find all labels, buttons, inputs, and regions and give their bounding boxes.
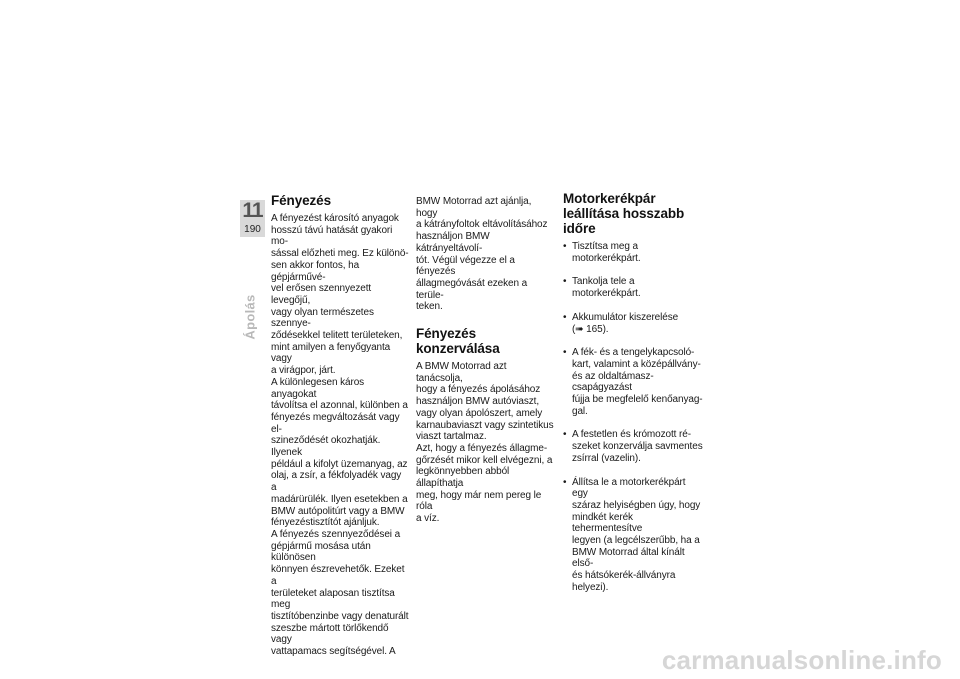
storage-steps-list [563,241,703,594]
column-1 [271,193,409,658]
text-line: szineződését okozhatják. Ilyenek [271,435,381,459]
list-item [563,347,703,417]
text-line: (➠ 165). [572,323,609,335]
text-line: karnaubaviaszt vagy szintetikus [416,419,554,431]
paragraph-katrany [416,196,554,313]
text-line: viaszt tartalmaz. [416,431,487,443]
column-3 [563,191,703,606]
text-line: a kátrányfoltok eltávolításához [416,219,548,231]
text-line: fényezéstisztítót ajánljuk. [271,517,380,529]
text-line: vattapamacs segítségével. A [271,646,396,658]
text-line: használjon BMW autóviaszt, [416,396,540,408]
text-line: olaj, a zsír, a fékfolyadék vagy a [271,470,402,494]
text-line: Azt, hogy a fényezés állagme- [416,442,548,454]
text-line: fújja be megfelelő kenőanyag- [572,394,703,406]
text-line: és az oldaltámasz-csapágyazást [572,370,654,394]
section-side-label: Ápolás [242,294,258,340]
chapter-number: 11 [242,199,263,222]
page-number: 190 [244,224,261,235]
text-line: BMW Motorrad által kínált első- [572,546,685,570]
list-item [563,276,703,299]
text-line: vagy olyan ápolószert, amely [416,407,543,419]
text-line: távolítsa el azonnal, különben a [271,400,408,412]
text-line: területeket alaposan tisztítsa meg [271,587,395,611]
text-line: kart, valamint a középállvány- [572,358,701,370]
column-2 [416,196,554,525]
text-line: gépjármű mosása után különösen [271,540,371,564]
text-line: gőrzését mikor kell elvégezni, a [416,454,553,466]
text-line: szeket konzerválja savmentes [572,441,703,453]
text-line: • Tankolja tele a motorkerékpárt. [572,276,641,300]
text-line: legyen (a legcélszerűbb, ha a [572,535,700,547]
text-line: vel erősen szennyezett levegőjű, [271,283,372,306]
text-line: mint amilyen a fenyőgyanta vagy [271,341,391,365]
text-line: • Tisztítsa meg a motorkerékpárt. [572,241,641,264]
text-line: madárürülék. Ilyen esetekben a [271,493,408,505]
text-line: és hátsókerék-állványra helyezi). [572,570,676,593]
text-line: • Akkumulátor kiszerelése [572,311,679,323]
text-line: meg, hogy már nem pereg le róla [416,489,542,513]
text-line: vagy olyan természetes szennye- [271,306,374,330]
text-line: tisztítóbenzinbe vagy denaturált [271,610,409,622]
text-line: állagmegóvását ezeken a terüle- [416,277,528,301]
text-line: • Állítsa le a motorkerékpárt egy [572,476,686,500]
text-line: zsírral (vazelin). [572,452,641,464]
paragraph-fenyezes [271,213,409,658]
text-line: • A fék- és a tengelykapcsoló- [572,347,695,359]
list-item [563,241,703,264]
text-line: BMW Motorrad azt ajánlja, hogy [416,196,532,219]
list-item [563,477,703,594]
watermark-text: carmanualsonline.info [661,645,942,675]
text-line: A BMW Motorrad azt tanácsolja, [416,361,507,384]
text-line: például a kifolyt üzemanyag, az [271,458,408,470]
heading-line: időre [563,221,596,236]
heading-line: leállítása hosszabb [563,206,685,221]
list-item [563,429,703,464]
text-line: hogy a fényezés ápolásához [416,384,541,396]
text-line: sen akkor fontos, ha gépjárművé- [271,259,360,283]
text-line: tót. Végül végezze el a fényezés [416,254,515,278]
text-line: teken. [416,301,443,313]
heading-motorkerekpar-leallitasa [563,191,703,236]
text-line: legkönnyebben abból állapíthatja [416,466,510,490]
text-line: ződésekkel telitett területeken, [271,330,403,342]
text-line: • A festetlen és krómozott ré- [572,429,691,441]
text-line: a víz. [416,513,440,525]
text-line: A különlegesen káros anyagokat [271,376,365,400]
text-line: fényezés megváltozását vagy el- [271,411,400,435]
text-line: gal. [572,405,588,417]
heading-fenyezes: Fényezés [271,193,331,208]
list-item [563,312,703,335]
text-line: hosszú távú hatását gyakori mo- [271,224,393,248]
heading-line: Motorkerékpár [563,191,656,206]
text-line: szeszbe mártott törlőkendő vagy [271,622,389,646]
text-line: könnyen észrevehetők. Ezeket a [271,564,405,587]
text-line: a virágpor, járt. [271,365,336,377]
text-line: száraz helyiségben úgy, hogy [572,499,701,511]
text-line: A fényezés szennyeződései a [271,528,401,540]
text-line: használjon BMW kátrányeltávolí- [416,231,490,254]
text-line: sással előzheti meg. Ez különö- [271,248,409,260]
heading-fenyezes-konzervalasa: Fényezés konzerválása [416,326,500,357]
text-line: BMW autópolitúrt vagy a BMW [271,505,405,517]
text-line: A fényezést károsító anyagok [271,213,399,224]
text-line: mindkét kerék tehermentesítve [572,511,643,535]
paragraph-konzervalas [416,361,554,525]
